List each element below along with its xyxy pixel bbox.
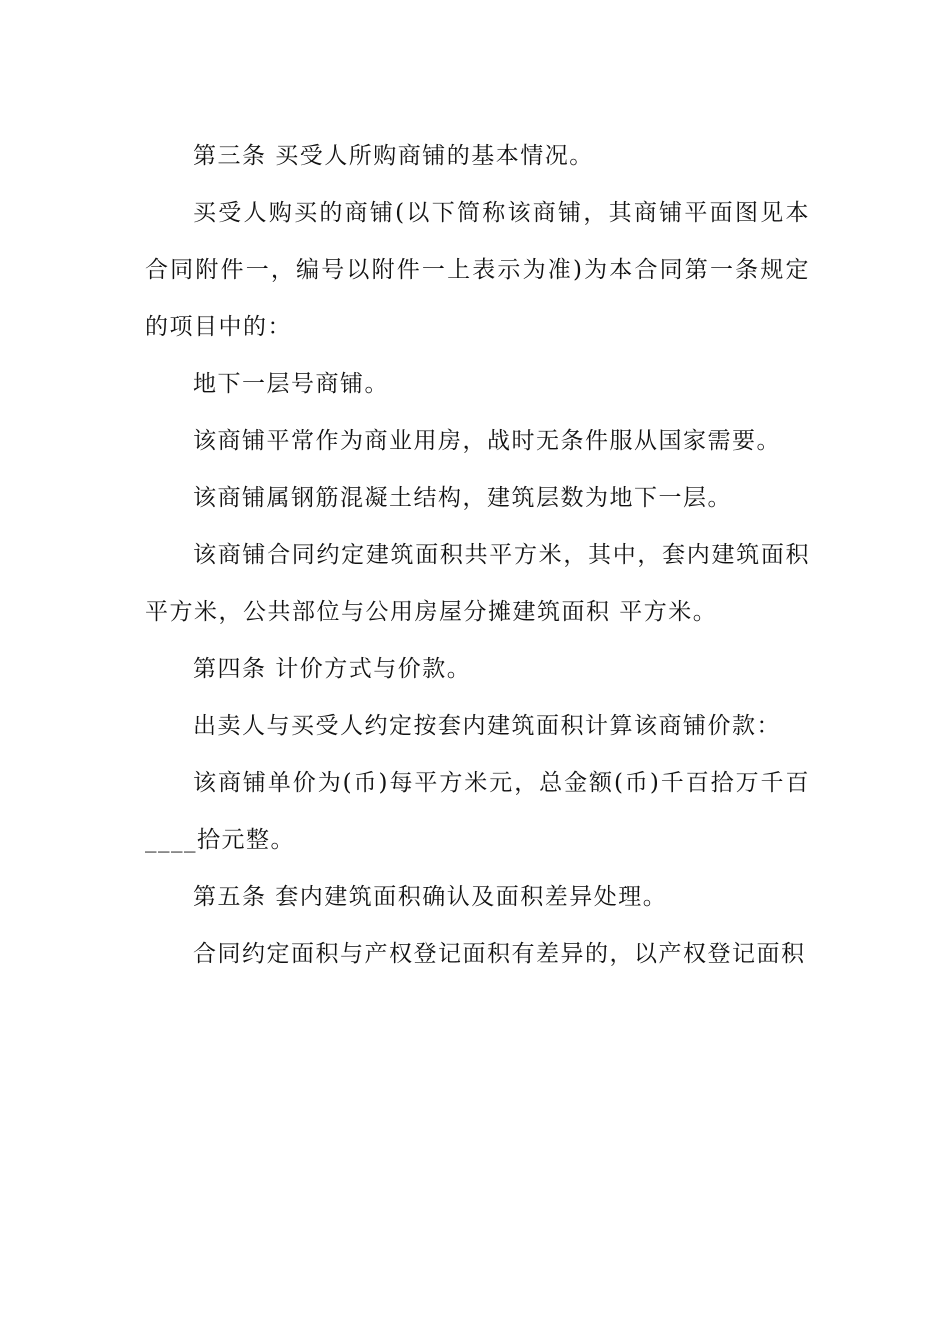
- article-3-paragraph-shop-number: 地下一层号商铺。: [193, 371, 389, 397]
- article-3-paragraph-usage: 该商铺平常作为商业用房，战时无条件服从国家需要。: [193, 428, 781, 454]
- article-4-heading: 第四条 计价方式与价款。: [193, 656, 472, 682]
- article-5-paragraph-area-difference: 合同约定面积与产权登记面积有差异的，以产权登记面积: [193, 941, 806, 967]
- article-3-paragraph-purchase: 买受人购买的商铺(以下简称该商铺，其商铺平面图见本合同附件一，编号以附件一上表示为准)为本合同第一条规定的项目中的：: [145, 200, 810, 340]
- article-5-heading: 第五条 套内建筑面积确认及面积差异处理。: [193, 884, 668, 910]
- article-3-paragraph-structure: 该商铺属钢筋混凝土结构，建筑层数为地下一层。: [193, 485, 732, 511]
- article-3-paragraph-area: 该商铺合同约定建筑面积共平方米，其中，套内建筑面积平方米，公共部位与公用房屋分摊建筑面积 平方米。: [145, 542, 810, 625]
- article-4-paragraph-pricing-method: 出卖人与买受人约定按套内建筑面积计算该商铺价款：: [193, 713, 781, 739]
- document-body: [145, 128, 810, 983]
- article-4-paragraph-price: 该商铺单价为(币)每平方米元，总金额(币)千百拾万千百____拾元整。: [145, 770, 810, 853]
- article-3-heading: 第三条 买受人所购商铺的基本情况。: [193, 143, 594, 169]
